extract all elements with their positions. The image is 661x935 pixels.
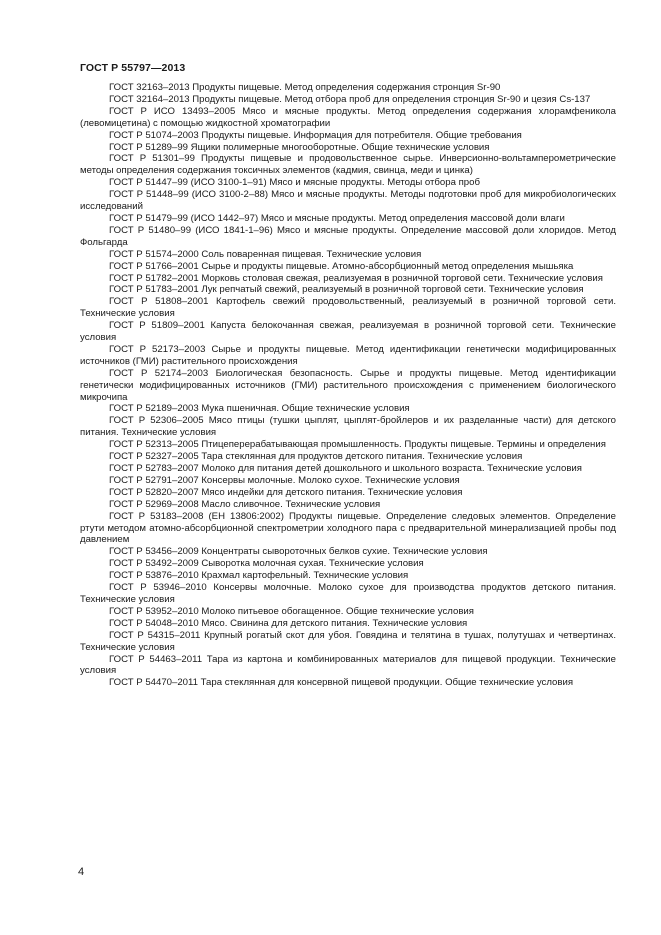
reference-entry: ГОСТ Р 51782–2001 Морковь столовая свежая, реализуемая в розничной торговой сети. Технические условия [109, 272, 603, 284]
reference-entry: ГОСТ Р 52820–2007 Мясо индейки для детского питания. Технические условия [109, 486, 463, 498]
reference-entry: ГОСТ Р 51574–2000 Соль поваренная пищевая. Технические условия [109, 248, 422, 260]
reference-entry: ГОСТ Р 54470–2011 Тара стеклянная для консервной пищевой продукции. Общие технические условия [109, 677, 574, 689]
reference-entry: ГОСТ Р 51301–99 Продукты пищевые и продовольственное сырье. Инверсионно-вольтамперометрические методы определения содержания токсичных элементов (кадмия, свинца, меди и цинка) [80, 153, 616, 177]
reference-entry: ГОСТ Р 54315–2011 Крупный рогатый скот для убоя. Говядина и телятина в тушах, полутушах и четвертинах. Технические условия [80, 629, 616, 653]
reference-entry: ГОСТ Р 51448–99 (ИСО 3100-2–88) Мясо и мясные продукты. Методы подготовки проб для микробиологических исследований [80, 189, 616, 213]
reference-entry: ГОСТ Р 51289–99 Ящики полимерные многооборотные. Общие технические условия [109, 141, 490, 153]
reference-entry: ГОСТ Р 54463–2011 Тара из картона и комбинированных материалов для пищевой продукции. Технические условия [80, 653, 616, 677]
reference-entry: ГОСТ Р 53456–2009 Концентраты сывороточных белков сухие. Технические условия [109, 546, 488, 558]
reference-entry: ГОСТ Р 53946–2010 Консервы молочные. Молоко сухое для производства продуктов детского питания. Технические условия [80, 582, 616, 605]
page-number: 4 [78, 866, 85, 878]
reference-entry: ГОСТ Р ИСО 13493–2005 Мясо и мясные продукты. Метод определения содержания хлорамфеникола (левомицетина) с помощью жидкостной хроматографии [80, 105, 616, 129]
reference-entry: ГОСТ 32164–2013 Продукты пищевые. Метод отбора проб для определения стронция Sr-90 и цезия Cs-137 [109, 93, 591, 105]
reference-entry: ГОСТ Р 51809–2001 Капуста белокочанная свежая, реализуемая в розничной торговой сети. Технические условия [80, 320, 616, 344]
reference-entry: ГОСТ Р 51783–2001 Лук репчатый свежий, реализуемый в розничной торговой сети. Технические условия [109, 284, 584, 296]
reference-entry: ГОСТ Р 53492–2009 Сыворотка молочная сухая. Технические условия [109, 558, 424, 570]
reference-entry: ГОСТ Р 52174–2003 Биологическая безопасность. Сырье и продукты пищевые. Метод идентификации генетически модифицированных источников (ГМИ) растительного происхождения с применением биологического микрочипа [80, 367, 616, 403]
reference-entry: ГОСТ Р 51074–2003 Продукты пищевые. Информация для потребителя. Общие требования [109, 129, 522, 141]
reference-entry: ГОСТ 32163–2013 Продукты пищевые. Метод определения содержания стронция Sr-90 [109, 82, 501, 93]
reference-entry: ГОСТ Р 52173–2003 Сырье и продукты пищевые. Метод идентификации генетически модифицированных источников (ГМИ) растительного происхождения [80, 343, 616, 367]
reference-entry: ГОСТ Р 52791–2007 Консервы молочные. Молоко сухое. Технические условия [109, 474, 460, 486]
reference-entry: ГОСТ Р 53952–2010 Молоко питьевое обогащенное. Общие технические условия [109, 605, 474, 617]
reference-entry: ГОСТ Р 52189–2003 Мука пшеничная. Общие технические условия [109, 403, 410, 415]
reference-entry: ГОСТ Р 52306–2005 Мясо птицы (тушки цыплят, цыплят-бройлеров и их разделанные части) для детского питания. Технические условия [80, 415, 616, 439]
reference-entry: ГОСТ Р 52783–2007 Молоко для питания детей дошкольного и школьного возраста. Технические условия [109, 463, 582, 474]
reference-entry: ГОСТ Р 53876–2010 Крахмал картофельный. Технические условия [109, 570, 409, 582]
reference-entry: ГОСТ Р 54048–2010 Мясо. Свинина для детского питания. Технические условия [109, 617, 468, 629]
reference-entry: ГОСТ Р 51480–99 (ИСО 1841-1–96) Мясо и мясные продукты. Определение массовой доли хлоридов. Метод Фольгарда [80, 224, 616, 248]
reference-entry: ГОСТ Р 52313–2005 Птицеперерабатывающая промышленность. Продукты пищевые. Термины и определения [109, 439, 606, 451]
reference-entry: ГОСТ Р 51479–99 (ИСО 1442–97) Мясо и мясные продукты. Метод определения массовой доли влаги [109, 212, 565, 224]
reference-entry: ГОСТ Р 52327–2005 Тара стеклянная для продуктов детского питания. Технические условия [109, 451, 523, 463]
references-list [80, 82, 616, 689]
reference-entry: ГОСТ Р 51808–2001 Картофель свежий продовольственный, реализуемый в розничной торговой сети. Технические условия [80, 296, 616, 320]
reference-entry: ГОСТ Р 51447–99 (ИСО 3100-1–91) Мясо и мясные продукты. Методы отбора проб [109, 177, 480, 189]
reference-entry: ГОСТ Р 52969–2008 Масло сливочное. Технические условия [109, 498, 381, 510]
reference-entry: ГОСТ Р 53183–2008 (ЕН 13806:2002) Продукты пищевые. Определение следовых элементов. Определение ртути методом атомно-абсорбционной спектрометрии холодного пара с предварительной минерализацией пробы под давлением [80, 510, 616, 546]
reference-entry: ГОСТ Р 51766–2001 Сырье и продукты пищевые. Атомно-абсорбционный метод определения мышьяка [109, 260, 574, 272]
page-header: ГОСТ Р 55797—2013 [80, 62, 186, 74]
